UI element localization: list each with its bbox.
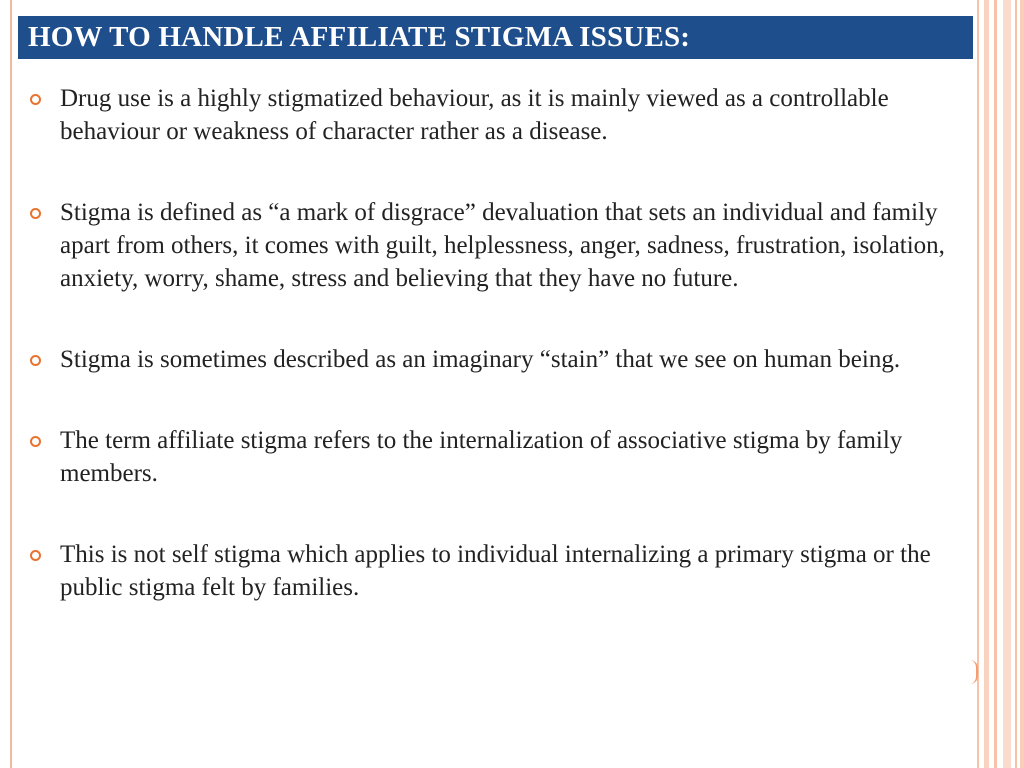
bullet-item	[30, 538, 960, 604]
stripe	[994, 0, 997, 768]
bullet-item	[30, 196, 960, 295]
bullet-icon	[30, 436, 41, 447]
bullet-icon	[30, 550, 41, 561]
bullet-text: Stigma is defined as “a mark of disgrace” devaluation that sets an individual and family apart from others, it comes with guilt, helplessness, anger, sadness, frustration, isolation, anxiety, worry, shame, stress and believing that they have no future.	[60, 199, 945, 292]
bullet-list	[30, 82, 960, 604]
bullet-text: This is not self stigma which applies to individual internalizing a primary stigma or the public stigma felt by families.	[60, 541, 931, 601]
right-decorative-stripes	[972, 0, 1024, 768]
bullet-text: The term affiliate stigma refers to the internalization of associative stigma by family members.	[60, 427, 903, 487]
bullet-icon	[30, 94, 41, 105]
bullet-icon	[30, 208, 41, 219]
bullet-item	[30, 343, 960, 376]
stripe	[977, 0, 979, 768]
stripe	[984, 0, 989, 768]
title-bar	[18, 16, 973, 59]
left-border-line	[10, 0, 12, 768]
slide-title: HOW TO HANDLE AFFILIATE STIGMA ISSUES:	[28, 21, 691, 53]
bullet-text: Stigma is sometimes described as an imaginary “stain” that we see on human being.	[60, 346, 901, 373]
stripe	[1020, 0, 1024, 768]
bullet-item	[30, 424, 960, 490]
bullet-icon	[30, 355, 41, 366]
bullet-text: Drug use is a highly stigmatized behaviour, as it is mainly viewed as a controllable behaviour or weakness of character rather as a disease.	[60, 85, 889, 145]
bullet-item	[30, 82, 960, 148]
stripe	[1015, 0, 1017, 768]
stripe	[1003, 0, 1011, 768]
